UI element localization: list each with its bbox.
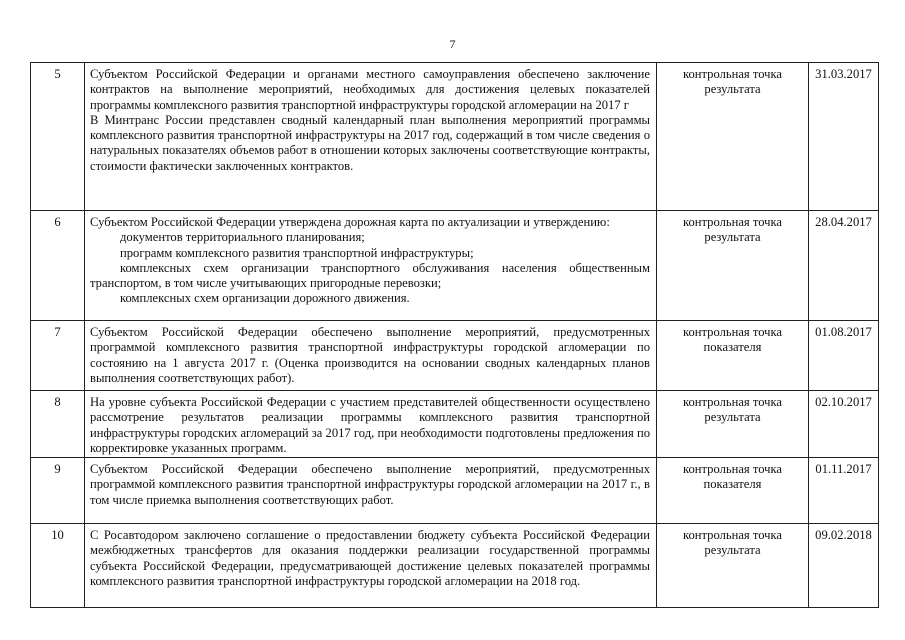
list-item: комплексных схем организации транспортного обслуживания населения общественным транспортом, в том числе учитывающих пригородные перевозки; xyxy=(90,260,650,291)
row-number: 10 xyxy=(31,524,85,608)
row-description: С Росавтодором заключено соглашение о предоставлении бюджету субъекта Российской Федерации межбюджетных трансфертов для оказания поддержки реализации государственной программы субъекта Российской Федерации, предусматривающей достижение целевых показателей программы комплексного развития транспортной инфраструктуры городской агломерации на 2018 год. xyxy=(85,524,657,608)
row-type: контрольная точка результата xyxy=(657,391,809,458)
row-description: Субъектом Российской Федерации обеспечено выполнение мероприятий, предусмотренных программой комплексного развития транспортной инфраструктуры городской агломерации по состоянию на 1 августа 2017 г. (Оценка производится на основании сводных календарных планов выполнения соответствующих работ). xyxy=(85,321,657,391)
row-paragraph: Субъектом Российской Федерации и органами местного самоуправления обеспечено заключение контрактов на выполнение мероприятий, необходимых для достижения целевых показателей программы комплексного развития транспортной инфраструктуры городской агломерации на 2017 г xyxy=(90,67,650,112)
list-item: комплексных схем организации дорожного движения. xyxy=(120,291,410,306)
row-number: 8 xyxy=(31,391,85,458)
table-row xyxy=(31,458,879,524)
row-description: На уровне субъекта Российской Федерации с участием представителей общественности осуществлено рассмотрение результатов реализации программы комплексного развития транспортной инфраструктуры городских агломераций за 2017 год, при необходимости подготовлены предложения по корректировке указанных программ. xyxy=(85,391,657,458)
row-paragraph: Субъектом Российской Федерации утверждена дорожная карта по актуализации и утверждению: xyxy=(90,215,610,229)
row-type: контрольная точка результата xyxy=(657,63,809,211)
row-type: контрольная точка результата xyxy=(657,524,809,608)
row-number: 6 xyxy=(31,211,85,321)
row-description xyxy=(85,211,657,321)
row-description: Субъектом Российской Федерации обеспечено выполнение мероприятий, предусмотренных программой комплексного развития транспортной инфраструктуры городской агломерации на 2017 г., в том числе приемка выполнения соответствующих работ. xyxy=(85,458,657,524)
row-paragraph: В Минтранс России представлен сводный календарный план выполнения мероприятий программы комплексного развития транспортной инфраструктуры на 2017 год, содержащий в том числе сведения о натуральных показателях объемов работ в отношении которых заключены соответствующие контракты, стоимости фактически заключенных контрактов. xyxy=(90,112,650,173)
table-row xyxy=(31,321,879,391)
row-description xyxy=(85,63,657,211)
table-row xyxy=(31,63,879,211)
row-date: 09.02.2018 xyxy=(809,524,879,608)
page-number: 7 xyxy=(449,37,456,51)
control-points-table xyxy=(30,62,879,608)
row-date: 28.04.2017 xyxy=(809,211,879,321)
list-item: программ комплексного развития транспортной инфраструктуры; xyxy=(120,245,474,260)
table-row xyxy=(31,391,879,458)
row-number: 5 xyxy=(31,63,85,211)
list-item: документов территориального планирования; xyxy=(120,230,365,245)
row-type: контрольная точка показателя xyxy=(657,321,809,391)
row-number: 9 xyxy=(31,458,85,524)
row-type: контрольная точка показателя xyxy=(657,458,809,524)
table-row xyxy=(31,211,879,321)
row-type: контрольная точка результата xyxy=(657,211,809,321)
row-date: 01.11.2017 xyxy=(809,458,879,524)
row-date: 31.03.2017 xyxy=(809,63,879,211)
table-row xyxy=(31,524,879,608)
row-date: 02.10.2017 xyxy=(809,391,879,458)
row-number: 7 xyxy=(31,321,85,391)
row-date: 01.08.2017 xyxy=(809,321,879,391)
